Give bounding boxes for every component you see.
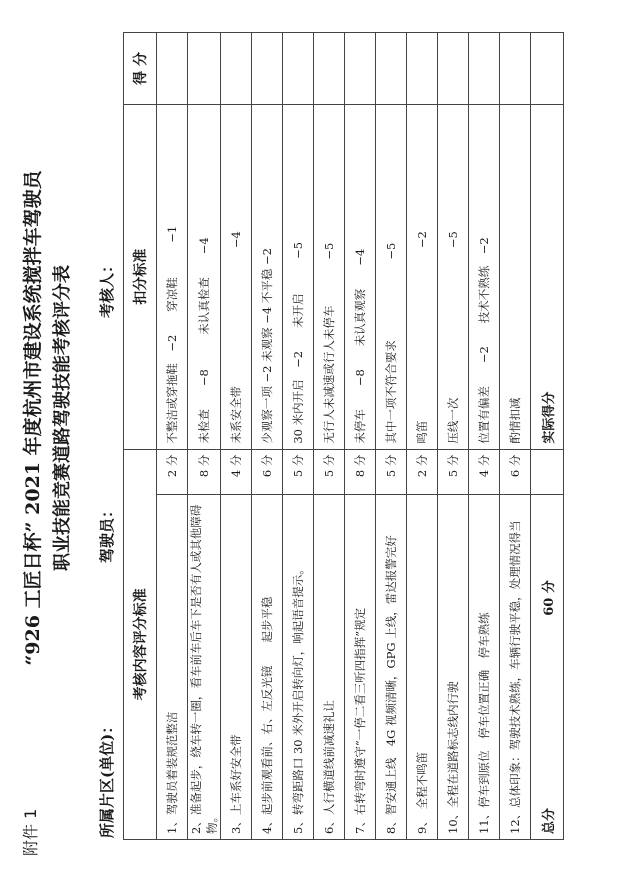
score-cell[interactable]	[469, 33, 500, 105]
attachment-label: 附件 1	[21, 808, 40, 856]
table-row	[157, 33, 188, 840]
item-criteria: 无行人未减速或行人未停车 −5	[314, 104, 345, 449]
score-cell[interactable]	[345, 33, 376, 105]
actual-score-cell[interactable]	[531, 33, 564, 105]
item-criteria: 位置有偏差 −2 技术不熟练 −2	[469, 104, 500, 449]
item-text: 2、准备起步，绕车转一圈，看车前车后车下是否有人或其他障碍物。	[188, 495, 221, 840]
table-row	[314, 33, 345, 840]
item-text: 6、人行横道线前减速礼让	[314, 495, 345, 840]
total-value: 60 分	[541, 580, 557, 616]
table-row	[376, 33, 407, 840]
header-score: 得 分	[124, 33, 157, 105]
item-criteria: 鸣笛 −2	[407, 104, 438, 449]
item-points: 5 分	[376, 449, 407, 495]
item-points: 5 分	[314, 449, 345, 495]
score-cell[interactable]	[438, 33, 469, 105]
item-criteria: 少观察一项 −2 未观察 −4 不平稳 −2	[252, 104, 283, 449]
document-title: “926 工匠日杯” 2021 年度杭州市建设系统搅拌车驾驶员	[22, 170, 44, 666]
item-points: 5 分	[438, 449, 469, 495]
table-row	[283, 33, 314, 840]
item-text: 4、起步前观看前、右、左反光镜 起步平稳	[252, 495, 283, 840]
item-text: 12、总体印象：驾驶技术熟练，车辆行驶平稳，处理情况得当	[500, 495, 531, 840]
score-cell[interactable]	[500, 33, 531, 105]
table-header-row	[124, 33, 157, 840]
item-points: 8 分	[188, 449, 221, 495]
table-row	[252, 33, 283, 840]
item-criteria: 30 米内开启 −2 未开启 −5	[283, 104, 314, 449]
item-points: 8 分	[345, 449, 376, 495]
item-points: 6 分	[500, 449, 531, 495]
table-row	[345, 33, 376, 840]
total-row	[531, 33, 564, 840]
score-cell[interactable]	[314, 33, 345, 105]
score-cell[interactable]	[376, 33, 407, 105]
score-cell[interactable]	[157, 33, 188, 105]
total-label-cell	[531, 495, 564, 840]
item-criteria: 不整洁或穿拖鞋 −2 穿凉鞋 −1	[157, 104, 188, 449]
item-points: 2 分	[407, 449, 438, 495]
driver-label: 驾驶员：	[98, 502, 116, 563]
document-subtitle: 职业技能竞赛道路驾驶技能考核评分表	[52, 265, 73, 571]
item-text: 5、转弯距路口 30 米外开启转向灯，响起语音提示。	[283, 495, 314, 840]
item-points: 2 分	[157, 449, 188, 495]
item-text: 7、右转弯时遵守“一停二看三听四指挥”规定	[345, 495, 376, 840]
item-text: 3、上车系好安全带	[221, 495, 252, 840]
item-criteria: 未检查 −8 未认真检查 −4	[188, 104, 221, 449]
score-cell[interactable]	[252, 33, 283, 105]
item-points: 4 分	[469, 449, 500, 495]
item-text: 9、 全程不鸣笛	[407, 495, 438, 840]
table-row	[221, 33, 252, 840]
actual-score-label: 实际得分	[531, 104, 564, 449]
item-criteria: 未停车 −8 未认真观察 −4	[345, 104, 376, 449]
item-criteria: 压线一次 −5	[438, 104, 469, 449]
item-text: 10、全程在道路标志线内行驶	[438, 495, 469, 840]
table-row	[438, 33, 469, 840]
item-points: 4 分	[221, 449, 252, 495]
table-row	[469, 33, 500, 840]
unit-label: 所属片区(单位)：	[98, 718, 116, 838]
score-cell[interactable]	[221, 33, 252, 105]
score-table	[123, 32, 564, 840]
examiner-label: 考核人：	[98, 257, 116, 318]
item-text: 1、驾驶员着装规范整洁	[157, 495, 188, 840]
item-text: 8、智安通上线 4G 视频清晰，GPG 上线，雷达报警完好	[376, 495, 407, 840]
table-row	[407, 33, 438, 840]
score-cell[interactable]	[188, 33, 221, 105]
total-label: 总分	[541, 807, 557, 834]
item-criteria: 未系安全带 −4	[221, 104, 252, 449]
item-points: 6 分	[252, 449, 283, 495]
item-points: 5 分	[283, 449, 314, 495]
table-row	[500, 33, 531, 840]
header-content: 考核内容评分标准	[124, 449, 157, 839]
item-criteria: 酌情扣减	[500, 104, 531, 449]
score-cell[interactable]	[283, 33, 314, 105]
header-criteria: 扣分标准	[124, 104, 157, 449]
item-text: 11、停车到原位 停车位置正确 停车熟练	[469, 495, 500, 840]
table-row	[188, 33, 221, 840]
item-criteria: 其中一项不符合要求 −5	[376, 104, 407, 449]
score-cell[interactable]	[407, 33, 438, 105]
